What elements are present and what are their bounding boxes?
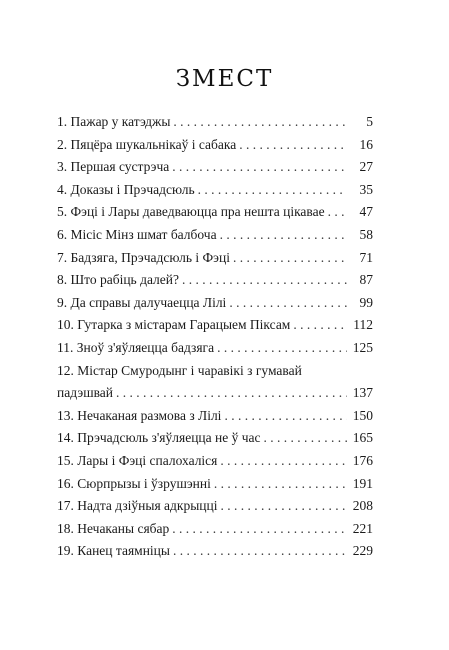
toc-entry-line [57, 540, 373, 563]
toc-entry-page-number: 112 [353, 317, 373, 333]
toc-entry-page-number: 27 [359, 159, 373, 175]
toc-entry-page-number: 99 [359, 294, 373, 310]
dot-leader [172, 156, 347, 179]
toc-entry [57, 314, 373, 337]
dot-leader [220, 495, 347, 518]
toc-entry-number: 2. [57, 136, 68, 152]
toc-entry-number: 14. [57, 430, 74, 446]
toc-entry-number: 11. [57, 339, 74, 355]
dot-leader [264, 427, 347, 450]
toc-entry-line [57, 337, 373, 360]
toc-entry-title: Фэці і Лары даведваюцца пра нешта цікавае [70, 204, 325, 220]
toc-entry-number: 19. [57, 543, 74, 559]
toc-entry-number: 9. [57, 294, 68, 310]
dot-leader [224, 405, 347, 428]
dot-leader [182, 269, 347, 292]
toc-entry-line [57, 134, 373, 157]
toc-entry-line [57, 247, 373, 270]
toc-entry-title-continued: падэшвай [57, 385, 114, 401]
toc-entry-number: 8. [57, 272, 68, 288]
toc-entry-title: Гутарка з містарам Гарацыем Піксам [77, 317, 291, 333]
toc-entry-number: 10. [57, 317, 74, 333]
toc-entry [57, 201, 373, 224]
dot-leader [214, 473, 347, 496]
dot-leader [328, 201, 347, 224]
toc-entry-line [57, 111, 373, 134]
toc-entry-page-number: 5 [366, 114, 373, 129]
toc-entry-title: Надта дзіўныя адкрыцці [77, 498, 218, 514]
toc-entry-number: 17. [57, 498, 74, 514]
toc-entry-line [57, 473, 373, 496]
toc-entry-title: Пяцёра шукальнікаў і сабака [70, 136, 237, 152]
toc-entry-line [57, 201, 373, 224]
toc-entry-page-number: 137 [352, 385, 373, 401]
toc-entry [57, 495, 373, 518]
toc-entry [57, 360, 373, 405]
toc-entry [57, 518, 373, 541]
toc-entry [57, 179, 373, 202]
dot-leader [173, 111, 347, 134]
dot-leader [198, 179, 347, 202]
toc-entry-number: 12. [57, 362, 74, 378]
toc-entry [57, 134, 373, 157]
toc-entry-title: Містар Смуродынг і чаравікі з гумавай [77, 362, 302, 378]
toc-entry-number: 3. [57, 159, 68, 175]
toc-entry-title: Першая сустрэча [70, 159, 170, 175]
toc-entry-number: 13. [57, 407, 74, 423]
toc-entry [57, 111, 373, 134]
toc-entry-page-number: 150 [352, 407, 373, 423]
page-title: ЗМЕСТ [175, 66, 274, 92]
toc-entry-page-number: 35 [359, 181, 373, 197]
toc-entry-title: Нечаканая размова з Лілі [77, 407, 222, 423]
toc-entry-line [57, 292, 373, 315]
toc-entry-page-number: 229 [352, 543, 373, 559]
toc-entry [57, 540, 373, 563]
toc-entry-line [57, 450, 373, 473]
toc-entry-title: Місіс Мінз шмат балбоча [70, 226, 217, 242]
toc-entry-number: 15. [57, 452, 74, 468]
toc-entry-line [57, 518, 373, 541]
toc-entry-title: Доказы і Прэчадсюль [70, 181, 195, 197]
toc-entry-line [57, 405, 373, 428]
toc-entry-line [57, 224, 373, 247]
toc-entry-line [57, 382, 373, 405]
toc-entry-title: Што рабіць далей? [70, 272, 180, 288]
dot-leader [220, 450, 347, 473]
toc-entry [57, 247, 373, 270]
toc-entry-page-number: 125 [352, 339, 373, 355]
toc-entry-title: Прэчадсюль з'яўляецца не ў час [77, 430, 261, 446]
toc-entry-number: 1. [57, 114, 68, 129]
toc-entry-number: 6. [57, 226, 68, 242]
dot-leader [116, 382, 347, 405]
toc-entry-number: 4. [57, 181, 68, 197]
toc-entry-page-number: 191 [352, 475, 373, 491]
toc-entry-page-number: 71 [359, 249, 373, 265]
toc-entry-page-number: 16 [359, 136, 373, 152]
toc-entry-line [57, 269, 373, 292]
toc-entry-number: 18. [57, 520, 74, 536]
toc-entry [57, 473, 373, 496]
toc-entry-title: Лары і Фэці спалохаліся [77, 452, 218, 468]
toc-entry-number: 5. [57, 204, 68, 220]
table-of-contents [57, 111, 373, 563]
toc-entry-page-number: 47 [359, 204, 373, 220]
toc-entry-line [57, 179, 373, 202]
toc-entry-title: Да справы далучаецца Лілі [70, 294, 227, 310]
dot-leader [217, 337, 347, 360]
dot-leader [233, 247, 347, 270]
toc-entry-title: Нечаканы сябар [77, 520, 170, 536]
toc-entry-title: Канец таямніцы [77, 543, 170, 559]
toc-entry [57, 269, 373, 292]
toc-entry [57, 337, 373, 360]
dot-leader [293, 314, 347, 337]
toc-entry-line [57, 495, 373, 518]
toc-entry-title: Зноў з'яўляецца бадзяга [76, 339, 215, 355]
toc-entry-number: 16. [57, 475, 74, 491]
toc-entry-line [57, 360, 373, 383]
toc-entry-line [57, 427, 373, 450]
toc-entry-page-number: 221 [352, 520, 373, 536]
toc-entry [57, 292, 373, 315]
toc-entry-title: Сюрпрызы і ўзрушэнні [77, 475, 211, 491]
toc-entry-page-number: 87 [359, 272, 373, 288]
dot-leader [173, 540, 347, 563]
toc-entry-title: Бадзяга, Прэчадсюль і Фэці [70, 249, 230, 265]
toc-entry [57, 450, 373, 473]
toc-entry-line [57, 314, 373, 337]
toc-entry [57, 427, 373, 450]
toc-entry-page-number: 58 [359, 226, 373, 242]
toc-entry [57, 405, 373, 428]
toc-entry-page-number: 208 [352, 498, 373, 514]
dot-leader [239, 134, 347, 157]
toc-entry-page-number: 176 [352, 452, 373, 468]
toc-entry [57, 224, 373, 247]
dot-leader [172, 518, 347, 541]
toc-entry-line [57, 156, 373, 179]
toc-entry-page-number: 165 [352, 430, 373, 446]
dot-leader [220, 224, 347, 247]
toc-entry-title: Пажар у катэджы [70, 114, 171, 129]
toc-entry-number: 7. [57, 249, 68, 265]
toc-entry [57, 156, 373, 179]
dot-leader [229, 292, 347, 315]
